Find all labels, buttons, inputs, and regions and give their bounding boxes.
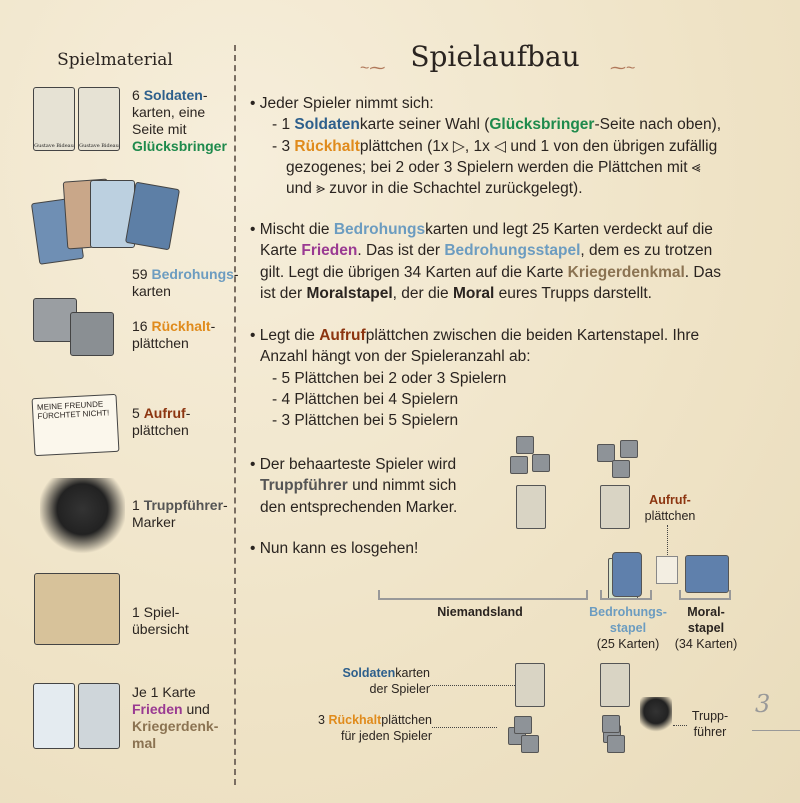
- text-segment: -: [210, 318, 216, 334]
- text-line: [250, 93, 790, 114]
- count: 3: [318, 713, 329, 727]
- text-segment: Moralstapel: [306, 284, 393, 302]
- soldier-card-caption: Gustave Bideau: [79, 143, 119, 149]
- text-line: [132, 87, 227, 104]
- text-line: [250, 262, 790, 283]
- text-segment: • Jeder Spieler nimmt sich:: [250, 95, 434, 112]
- material-item: [132, 684, 218, 752]
- text-segment: Glücksbringer: [489, 116, 595, 134]
- no-mans-land-bracket: [378, 590, 588, 600]
- text-segment: 1 Spiel-: [132, 604, 180, 620]
- text-line: [132, 684, 218, 701]
- text-line: [132, 335, 215, 352]
- text-segment: , der die: [392, 284, 453, 302]
- material-item: [132, 318, 215, 352]
- morale-deck-label-2: stapel: [687, 621, 725, 635]
- soldier-cards-label-2: der Spieler: [369, 682, 430, 696]
- soldier-card: [600, 485, 630, 529]
- support-tile: [521, 735, 539, 753]
- support-tiles-label: [300, 712, 432, 728]
- text-segment: Kriegerdenkmal: [567, 263, 685, 281]
- squad-leader-label-2: führer: [693, 725, 727, 739]
- text-line: [250, 157, 790, 178]
- text-segment: übersicht: [132, 621, 189, 637]
- text-line: [250, 346, 790, 367]
- text-segment: Seite mit: [132, 121, 187, 137]
- call-tiles: [656, 556, 678, 584]
- text-segment: Truppführer: [143, 497, 224, 513]
- page-ornament: [752, 730, 800, 731]
- text-segment: Aufruf: [143, 405, 186, 421]
- material-item: [132, 405, 190, 439]
- text-segment: karten: [132, 283, 171, 299]
- text-segment: Soldaten: [294, 116, 360, 134]
- support-tiles-label-2: für jeden Spieler: [340, 729, 432, 743]
- morale-deck-count: (34 Karten): [674, 637, 738, 651]
- text-line: [132, 138, 227, 155]
- support-word: Rückhalt: [328, 713, 382, 727]
- text-line: [132, 701, 218, 718]
- text-segment: Anzahl hängt von der Spieleranzahl ab:: [260, 348, 531, 366]
- text-line: [132, 405, 190, 422]
- squad-leader-label: Trupp-: [691, 709, 729, 723]
- call-pointer: [667, 525, 668, 555]
- text-segment: Soldaten: [143, 87, 203, 103]
- support-tile: [516, 436, 534, 454]
- morale-deck: [685, 555, 729, 593]
- text-segment: ist der: [260, 284, 307, 302]
- text-line: [132, 266, 239, 283]
- soldier-cards-label: [320, 665, 430, 681]
- text-segment: -Seite nach oben),: [594, 116, 722, 134]
- text-segment: Frieden: [132, 701, 183, 717]
- text-segment: - 5 Plättchen bei 2 oder 3 Spielern: [272, 369, 507, 387]
- ornament-right-icon: ⁓~: [610, 60, 636, 77]
- text-segment: und: [182, 701, 210, 717]
- setup-bullet: [250, 93, 790, 199]
- text-segment: Aufruf: [319, 327, 366, 344]
- text-line: [250, 240, 790, 261]
- text-segment: , dem es zu trotzen: [580, 242, 713, 260]
- text-segment: Bedrohungs: [333, 221, 426, 238]
- peace-card-image: [33, 683, 75, 749]
- soldier-word: Soldaten: [342, 666, 396, 680]
- material-item: [132, 604, 189, 638]
- text-segment: mal: [132, 735, 157, 751]
- text-segment: karten und legt 25 Karten verdeckt auf die: [425, 221, 713, 238]
- text-segment: - 3: [272, 137, 295, 155]
- support-tile: [514, 716, 532, 734]
- text-segment: Rückhalt: [294, 137, 360, 155]
- setup-bullet: [250, 325, 790, 431]
- material-item: [132, 87, 227, 155]
- morale-deck-label: Moral-: [687, 605, 725, 619]
- support-tile: [510, 456, 528, 474]
- memorial-card-image: [78, 683, 120, 749]
- text-segment: 5: [132, 405, 144, 421]
- text-segment: • Der behaarteste Spieler wird: [250, 456, 457, 473]
- text-line: [250, 368, 790, 389]
- text-segment: karten, eine: [132, 104, 206, 120]
- text-line: [250, 114, 790, 135]
- ornament-left-icon: ~⁓: [360, 60, 386, 77]
- text-line: [250, 178, 790, 199]
- text-segment: Glücksbringer: [132, 138, 227, 154]
- text-segment: Truppführer: [260, 477, 348, 495]
- text-line: [132, 604, 189, 621]
- text-segment: 59: [132, 266, 152, 282]
- text-segment: den entsprechenden Marker.: [260, 498, 458, 516]
- soldier-card: [516, 485, 546, 529]
- text-segment: Marker: [132, 514, 176, 530]
- support-pointer: [432, 727, 497, 728]
- text-segment: 16: [132, 318, 152, 334]
- text-segment: . Das: [684, 263, 721, 281]
- text-line: [250, 410, 790, 431]
- overview-card-image: [34, 573, 120, 645]
- soldier-card: [515, 663, 545, 707]
- text-line: [132, 735, 218, 752]
- text-segment: Karte: [260, 242, 302, 260]
- support-tile: [602, 715, 620, 733]
- threat-deck-label-2: stapel: [609, 621, 647, 635]
- text-segment: - 3 Plättchen bei 5 Spielern: [272, 412, 459, 430]
- support-tile: [620, 440, 638, 458]
- text-segment: • Nun kann es losgehen!: [250, 540, 419, 557]
- page-number: 3: [755, 690, 771, 718]
- call-label-2: plättchen: [644, 509, 696, 523]
- material-heading: Spielmaterial: [57, 50, 173, 70]
- text-line: [250, 325, 790, 346]
- text-line: [132, 318, 215, 335]
- text-line: [132, 121, 227, 138]
- squad-leader-marker: [640, 697, 672, 733]
- morale-bracket: [679, 590, 731, 600]
- support-tile: [607, 735, 625, 753]
- text-segment: plättchen: [132, 335, 189, 351]
- text-segment: -: [223, 497, 228, 513]
- text-segment: • Legt die: [250, 327, 320, 344]
- tiles-word: plättchen: [381, 713, 432, 727]
- support-tile-image: [70, 312, 114, 356]
- soldier-card-image: [78, 87, 120, 151]
- text-segment: -: [185, 405, 191, 421]
- text-line: [132, 497, 228, 514]
- text-line: [132, 514, 228, 531]
- threat-deck-count: (25 Karten): [596, 637, 660, 651]
- text-segment: plättchen zwischen die beiden Kartenstapel. Ihre: [365, 327, 700, 344]
- call-label: Aufruf-: [649, 493, 691, 507]
- text-line: [250, 389, 790, 410]
- text-segment: - 4 Plättchen bei 4 Spielern: [272, 390, 459, 408]
- material-item: [132, 266, 239, 300]
- text-segment: plättchen: [132, 422, 189, 438]
- material-item: [132, 497, 228, 531]
- text-line: [250, 136, 790, 157]
- threat-bracket: [600, 590, 652, 600]
- text-segment: Bedrohungs: [151, 266, 234, 282]
- no-mans-land-label: Niemandsland: [437, 605, 523, 619]
- text-segment: -: [202, 87, 208, 103]
- text-segment: 1: [132, 497, 144, 513]
- text-line: [132, 104, 227, 121]
- text-segment: karte seiner Wahl (: [359, 116, 490, 134]
- text-segment: Rückhalt: [151, 318, 211, 334]
- text-segment: und ⪢ zuvor in die Schachtel zurückgelegt).: [286, 180, 583, 198]
- text-segment: 6: [132, 87, 144, 103]
- text-segment: • Mischt die: [250, 221, 334, 238]
- text-segment: -: [233, 266, 239, 282]
- text-segment: Kriegerdenk-: [132, 718, 219, 734]
- text-segment: Je 1 Karte: [132, 684, 196, 700]
- support-tile: [612, 460, 630, 478]
- column-divider: [234, 45, 236, 785]
- threat-deck-label: Bedrohungs-: [589, 605, 667, 619]
- text-segment: . Das ist der: [357, 242, 445, 260]
- text-segment: eures Trupps darstellt.: [494, 284, 652, 302]
- cards-word: karten: [395, 666, 430, 680]
- text-line: [132, 621, 189, 638]
- call-tile-image: MEINE FREUNDE FÜRCHTET NICHT!: [32, 394, 120, 456]
- text-segment: Frieden: [301, 242, 358, 260]
- text-line: [132, 718, 218, 735]
- squad-leader-marker-image: [40, 478, 125, 556]
- text-line: [132, 422, 190, 439]
- page-title: Spielaufbau: [410, 40, 580, 73]
- text-segment: Bedrohungsstapel: [444, 242, 581, 260]
- text-line: [250, 283, 790, 304]
- setup-bullet: [250, 219, 790, 304]
- text-line: [250, 219, 790, 240]
- soldier-card: [600, 663, 630, 707]
- text-line: [132, 283, 239, 300]
- soldier-card-image: [33, 87, 75, 151]
- support-tile: [532, 454, 550, 472]
- text-segment: gezogenes; bei 2 oder 3 Spielern werden die Plättchen mit ⪡: [286, 158, 701, 176]
- soldier-card-caption: Gustave Bideau: [34, 143, 74, 149]
- soldier-pointer: [430, 685, 515, 686]
- text-segment: - 1: [272, 116, 295, 134]
- text-segment: gilt. Legt die übrigen 34 Karten auf die Karte: [260, 263, 568, 281]
- text-segment: und nimmt sich: [347, 477, 457, 495]
- text-segment: Moral: [452, 284, 495, 302]
- text-segment: plättchen (1x ▷, 1x ◁ und 1 von den übrigen zufällig: [359, 137, 718, 155]
